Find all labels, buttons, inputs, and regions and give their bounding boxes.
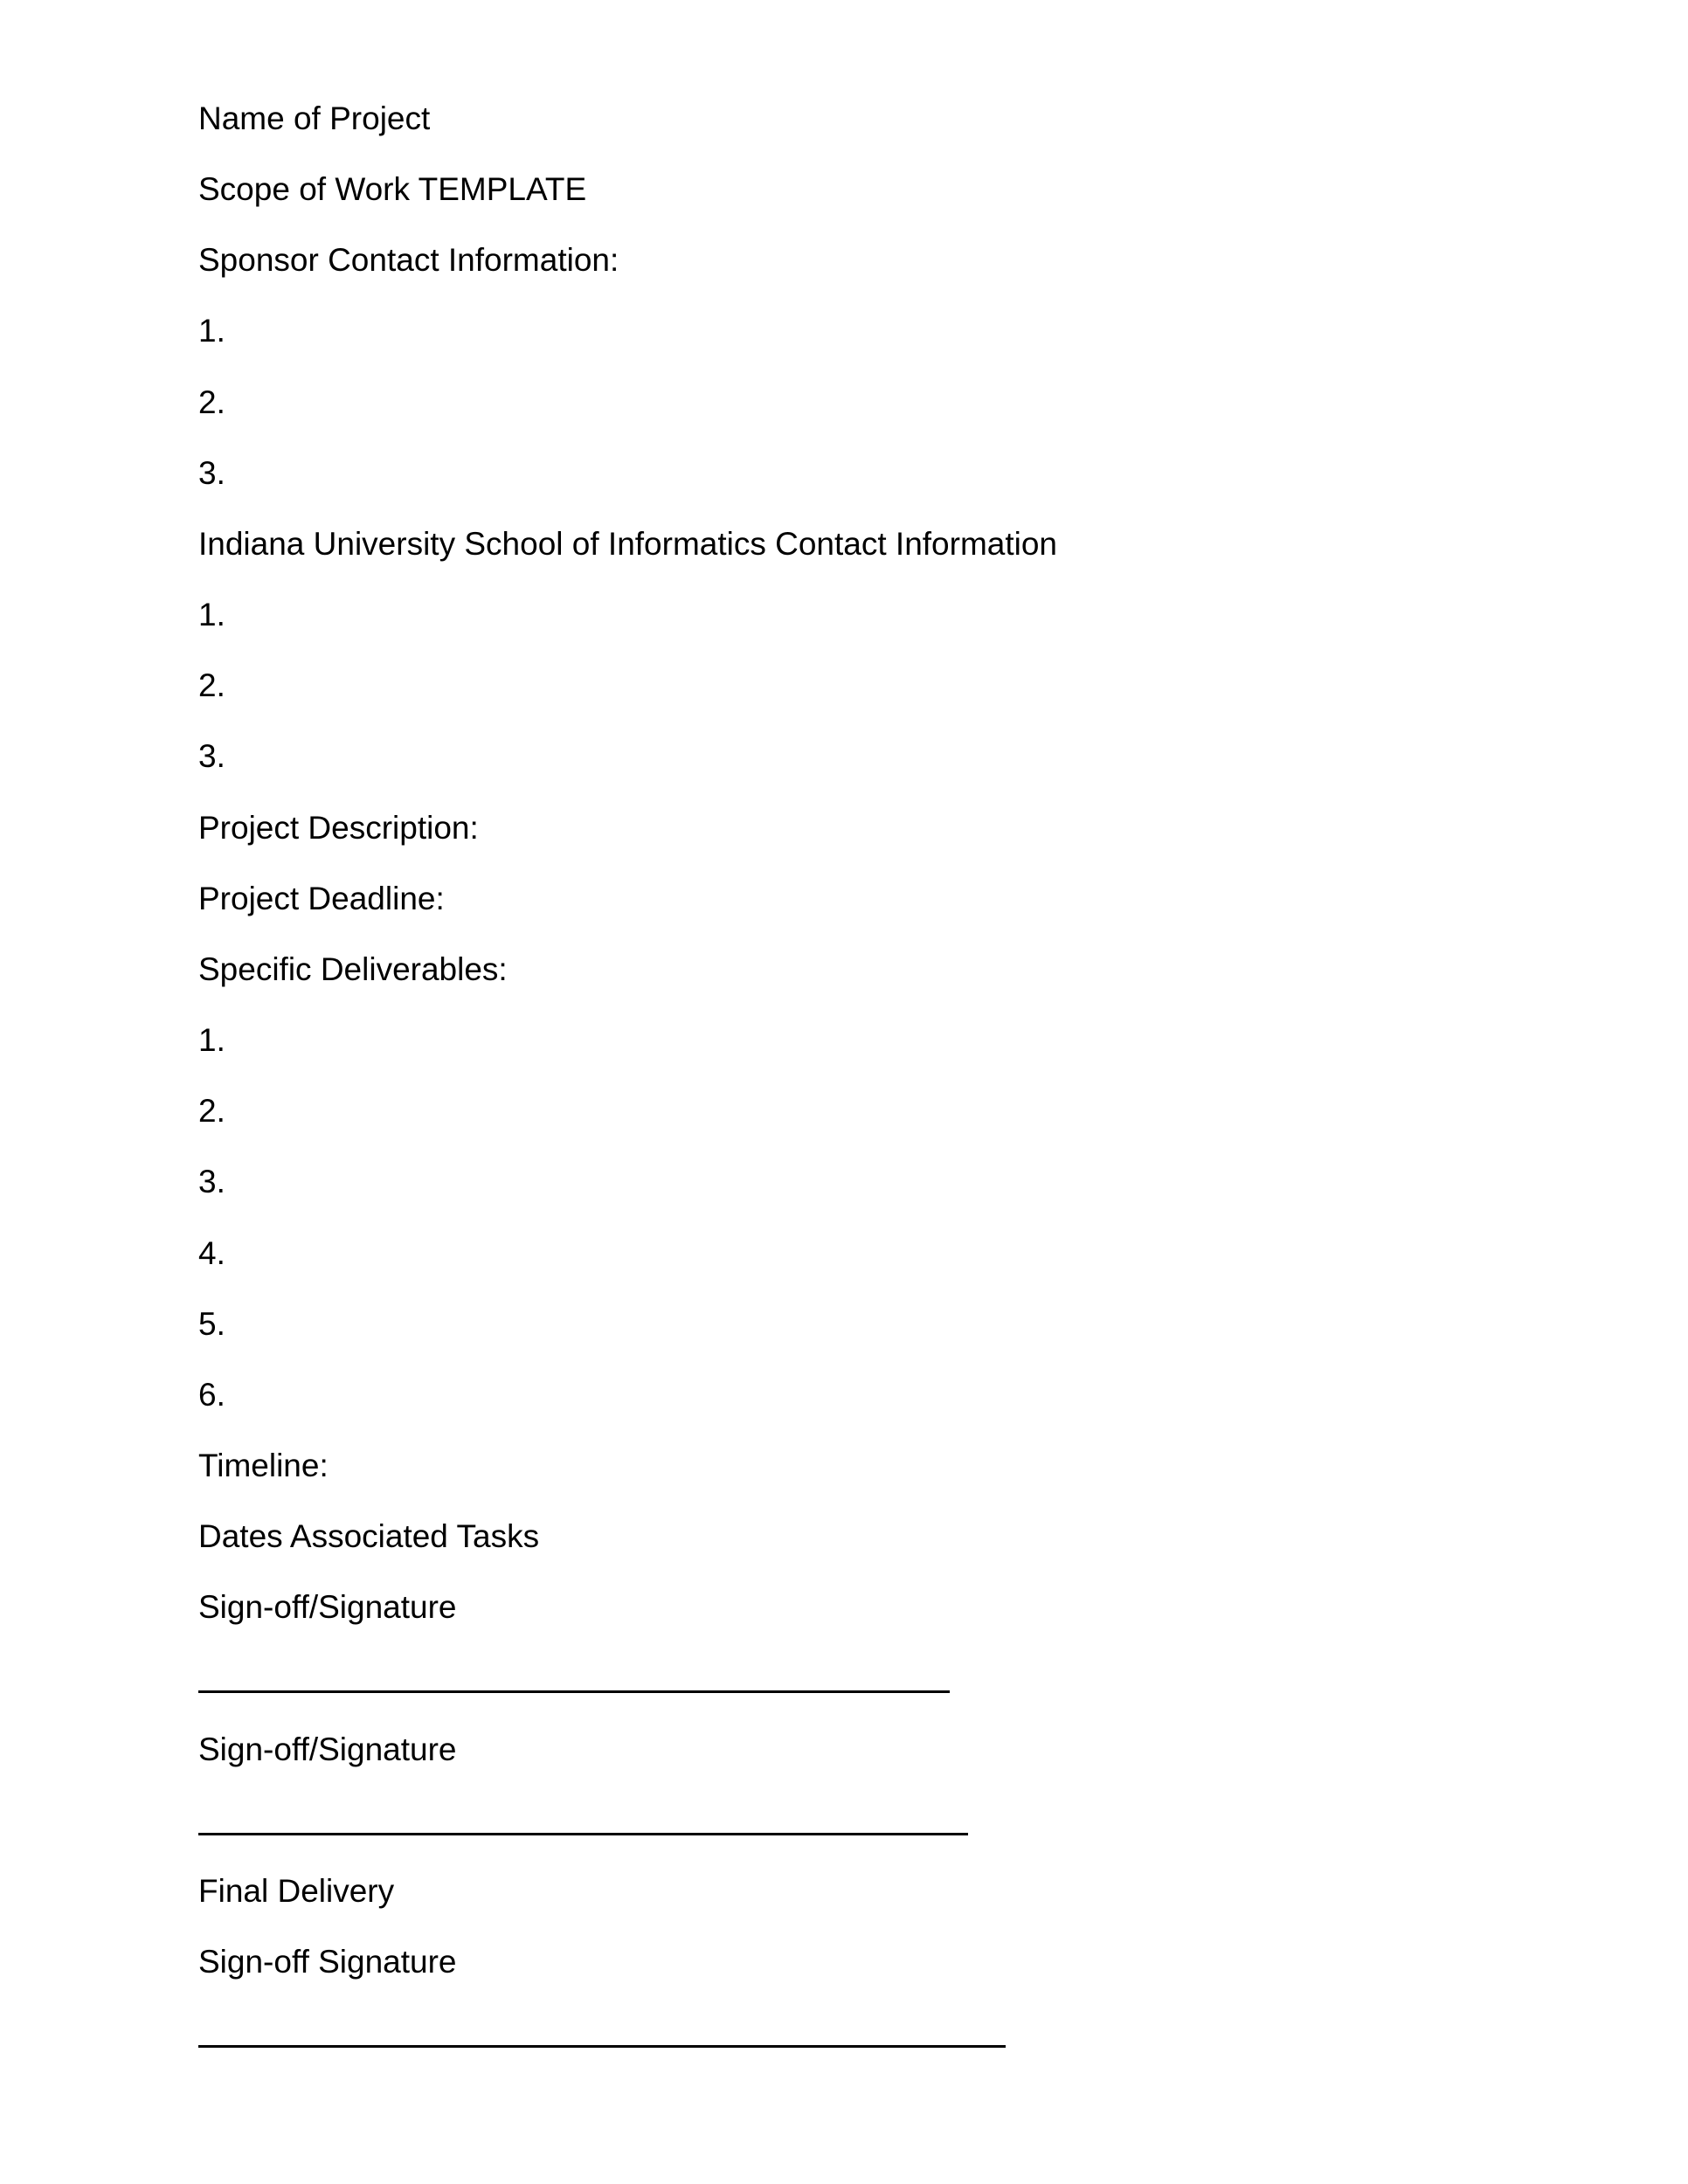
scope-of-work-title: Scope of Work TEMPLATE bbox=[198, 171, 587, 207]
signature-line-1 bbox=[198, 1690, 950, 1693]
project-deadline-label: Project Deadline: bbox=[198, 881, 445, 916]
deliverable-item-1: 1. bbox=[198, 1022, 225, 1058]
final-signoff-label: Sign-off Signature bbox=[198, 1944, 457, 1980]
name-of-project-label: Name of Project bbox=[198, 100, 431, 136]
sponsor-item-3: 3. bbox=[198, 455, 225, 491]
deliverable-item-5: 5. bbox=[198, 1306, 225, 1342]
signature-line-2 bbox=[198, 1833, 968, 1835]
signoff-label-1: Sign-off/Signature bbox=[198, 1589, 457, 1625]
deliverable-item-6: 6. bbox=[198, 1377, 225, 1413]
final-delivery-label: Final Delivery bbox=[198, 1873, 395, 1909]
iu-item-1: 1. bbox=[198, 597, 225, 632]
deliverable-item-3: 3. bbox=[198, 1164, 225, 1199]
timeline-columns: Dates Associated Tasks bbox=[198, 1518, 540, 1554]
signoff-label-2: Sign-off/Signature bbox=[198, 1731, 457, 1767]
sponsor-item-2: 2. bbox=[198, 384, 225, 420]
timeline-heading: Timeline: bbox=[198, 1448, 329, 1483]
deliverable-item-2: 2. bbox=[198, 1093, 225, 1129]
iu-item-3: 3. bbox=[198, 738, 225, 774]
deliverables-heading: Specific Deliverables: bbox=[198, 951, 508, 987]
sponsor-contact-heading: Sponsor Contact Information: bbox=[198, 242, 619, 278]
signature-line-final bbox=[198, 2045, 1006, 2048]
iu-item-2: 2. bbox=[198, 667, 225, 703]
iu-contact-heading: Indiana University School of Informatics Contact Information bbox=[198, 526, 1058, 562]
sponsor-item-1: 1. bbox=[198, 313, 225, 349]
project-description-label: Project Description: bbox=[198, 810, 479, 846]
deliverable-item-4: 4. bbox=[198, 1235, 225, 1271]
